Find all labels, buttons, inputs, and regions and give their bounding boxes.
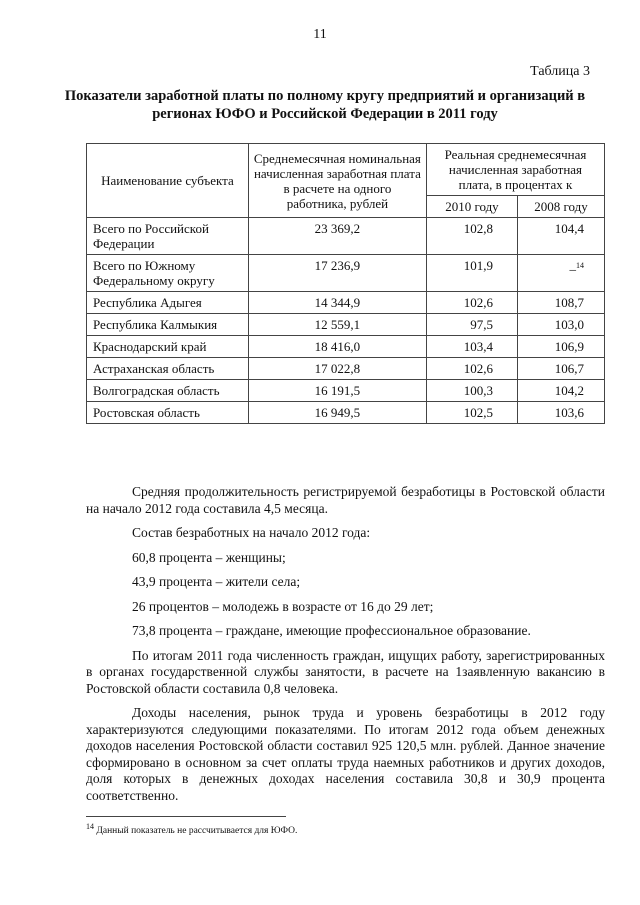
row-2010: 102,6 bbox=[426, 358, 517, 380]
footnote-number: 14 bbox=[86, 822, 94, 831]
row-2008: 103,0 bbox=[517, 314, 604, 336]
row-2008-cell bbox=[517, 255, 604, 292]
row-2010: 100,3 bbox=[426, 380, 517, 402]
table-row bbox=[87, 218, 605, 255]
row-nominal: 16 949,5 bbox=[248, 402, 426, 424]
row-name: Всего по Южному Федеральному округу bbox=[87, 255, 249, 292]
paragraph: 60,8 процента – женщины; bbox=[132, 549, 286, 565]
row-name: Республика Калмыкия bbox=[87, 314, 249, 336]
row-name: Ростовская область bbox=[87, 402, 249, 424]
table-row bbox=[87, 255, 605, 292]
paragraph: По итогам 2011 года численность граждан, ищущих работу, зарегистрированных в органах государственной службы занятости, в расчете на 1заявленную вакансию в Ростовской области составила 0,8 человека. bbox=[86, 647, 605, 696]
row-2008: 104,4 bbox=[517, 218, 604, 255]
footnote bbox=[86, 822, 297, 836]
row-2008: 104,2 bbox=[517, 380, 604, 402]
table-label: Таблица 3 bbox=[530, 64, 590, 79]
row-2010: 101,9 bbox=[426, 255, 517, 292]
table-row bbox=[87, 314, 605, 336]
table-row bbox=[87, 336, 605, 358]
row-2008: 106,7 bbox=[517, 358, 604, 380]
paragraph: 73,8 процента – граждане, имеющие профессиональное образование. bbox=[132, 623, 531, 638]
row-2008: – bbox=[569, 261, 576, 277]
table-row bbox=[87, 402, 605, 424]
body-text bbox=[86, 484, 605, 812]
row-nominal: 17 022,8 bbox=[248, 358, 426, 380]
page-number: 11 bbox=[313, 27, 327, 42]
header-subject: Наименование субъекта bbox=[87, 144, 249, 218]
row-name: Республика Адыгея bbox=[87, 292, 249, 314]
table-row bbox=[87, 380, 605, 402]
row-name: Всего по Российской Федерации bbox=[87, 218, 249, 255]
header-real: Реальная среднемесячная начисленная заработная плата, в процентах к bbox=[426, 144, 604, 196]
row-2010: 102,5 bbox=[426, 402, 517, 424]
paragraph: 43,9 процента – жители села; bbox=[132, 574, 301, 589]
paragraph: Состав безработных на начало 2012 года: bbox=[132, 525, 371, 540]
row-2010: 102,6 bbox=[426, 292, 517, 314]
row-2008: 106,9 bbox=[517, 336, 604, 358]
paragraph: 26 процентов – молодежь в возрасте от 16 до 29 лет; bbox=[132, 598, 434, 614]
row-name: Краснодарский край bbox=[87, 336, 249, 358]
row-nominal: 23 369,2 bbox=[248, 218, 426, 255]
footnote-divider bbox=[86, 816, 286, 817]
header-nominal: Среднемесячная номинальная начисленная заработная плата в расчете на одного работника, рублей bbox=[248, 144, 426, 218]
row-name: Волгоградская область bbox=[87, 380, 249, 402]
row-2010: 103,4 bbox=[426, 336, 517, 358]
row-nominal: 12 559,1 bbox=[248, 314, 426, 336]
row-nominal: 14 344,9 bbox=[248, 292, 426, 314]
footnote-text: Данный показатель не рассчитывается для ЮФО. bbox=[94, 826, 298, 837]
paragraph: Доходы населения, рынок труда и уровень безработицы в 2012 году характеризуются следующими показателями. По итогам 2012 года объем денежных доходов населения Ростовской области составил 925 120,5 млн. рублей. Данное значение сформировано в основном за счет оплаты труда наемных работников и других доходов, доля которых в денежных доходах населения составила 30,8 и 30,9 процента соответственно. bbox=[86, 705, 605, 803]
row-nominal: 17 236,9 bbox=[248, 255, 426, 292]
row-2010: 97,5 bbox=[426, 314, 517, 336]
salary-table bbox=[86, 143, 605, 424]
row-nominal: 18 416,0 bbox=[248, 336, 426, 358]
footnote-ref: 14 bbox=[576, 261, 584, 270]
table-title: Показатели заработной платы по полному кругу предприятий и организаций в регионах ЮФО и Российской Федерации в 2011 году bbox=[64, 88, 586, 122]
row-2010: 102,8 bbox=[426, 218, 517, 255]
row-2008: 108,7 bbox=[517, 292, 604, 314]
table-row bbox=[87, 358, 605, 380]
row-2008: 103,6 bbox=[517, 402, 604, 424]
row-name: Астраханская область bbox=[87, 358, 249, 380]
header-2008: 2008 году bbox=[517, 196, 604, 218]
paragraph: Средняя продолжительность регистрируемой безработицы в Ростовской области на начало 2012 года составила 4,5 месяца. bbox=[86, 484, 605, 516]
table-row bbox=[87, 292, 605, 314]
row-nominal: 16 191,5 bbox=[248, 380, 426, 402]
header-2010: 2010 году bbox=[426, 196, 517, 218]
